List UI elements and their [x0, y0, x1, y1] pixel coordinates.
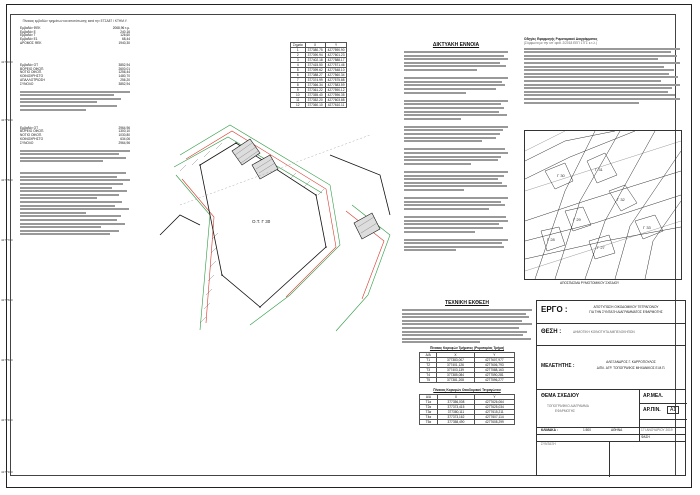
- table-row: ΝΟΤΙΟ ΟΙΚΟΠ. 1256,44: [20, 70, 130, 75]
- table-row: Τ5α 377358,490 4277608,299: [420, 419, 515, 424]
- margin-tick: 4277700: [1, 238, 13, 242]
- project-label: ΕΡΓΟ :: [541, 305, 568, 314]
- notes-subtitle: (Σύμφωνα με την υπ' αριθ. 2/2018 ΕΕΠ 17ΓΣ κ.τ.λ.): [524, 40, 597, 45]
- svg-text:Γ 30: Γ 30: [557, 173, 565, 178]
- table-row: ΝΟΤΙΟ ΟΙΚΟΠ. 1030,80: [20, 133, 130, 138]
- table-row: Εμβαδόν ΟΤ 2964,96: [20, 125, 130, 130]
- table-row: 4 377415.50 4277571.46: [291, 63, 347, 68]
- table-row: 7 377374.99 4277575.88: [291, 78, 347, 83]
- svg-text:Γ 28: Γ 28: [547, 237, 555, 242]
- signature-label: ΣΥΝΤΑΞΗ: [541, 442, 556, 446]
- drawing-subject-2: ΕΦΑΡΜΟΓΗΣ: [555, 409, 575, 413]
- svg-text:Γ 32: Γ 32: [617, 197, 625, 202]
- svg-text:Γ 31: Γ 31: [595, 167, 603, 172]
- phase-label: ΦΑΣΗ: [641, 435, 650, 439]
- svg-text:Γ 27: Γ 27: [597, 245, 605, 250]
- area-table-3: [20, 127, 130, 146]
- table-row: Εμβαδόν Ε 240,16: [20, 29, 130, 34]
- inset-map-caption: ΑΠΟΣΠΑΣΜΑ ΡΥΜΟΤΟΜΙΚΟΥ ΣΧΕΔΙΟΥ: [560, 281, 620, 285]
- table-row: 11 377352.20 4277603.88: [291, 98, 347, 103]
- vertex-table-1-title: Πίνακας Κορυφών Τμήματος (Ρυμοτομίας Τμήμα): [429, 346, 505, 351]
- survey-plan-drawing: [140, 95, 420, 335]
- study-number-label: ΑΡ.ΜΕΛ.: [643, 393, 663, 399]
- margin-tick: 4277600: [1, 298, 13, 302]
- application-notes: [524, 38, 680, 105]
- table-row: Τ5 377381,208 4277596,277: [420, 378, 515, 383]
- location-label: ΘΕΣΗ :: [541, 329, 562, 335]
- area-table-header: Πίνακας εμβαδών τμημάτων και αποτύπωσης κατά την ΕΓΣΑ87 / ΚΤΗΜ.Υ.: [22, 19, 128, 23]
- table-row: Εμβαδόν Τ 126,60: [20, 33, 130, 38]
- table-row: Τ1α 377356,008 4277626,064: [420, 399, 515, 404]
- sheet-number-value: Α1: [667, 406, 679, 414]
- table-row: 1 377380.75 4277590.90: [291, 48, 347, 53]
- project-text-2: ΓΙΑ ΤΗΝ ΣΥΝΤΑΞΗ ΔΙΑΓΡΑΜΜΑΤΟΣ ΕΦΑΡΜΟΓΗΣ: [589, 310, 663, 314]
- designer-label: ΜΕΛΕΤΗΤΗΣ :: [541, 363, 575, 369]
- column-header: Σημεία: [291, 43, 306, 48]
- inset-map-drawing: [525, 131, 681, 279]
- scale-label: ΚΛΙΜΑΚΑ :: [541, 428, 558, 432]
- table-row: Τ2 377401,126 4277606,793: [420, 363, 515, 368]
- vertex-table-2-title: Πίνακας Κορυφών Οικοδομικού Τετραγώνου: [433, 388, 501, 393]
- scale-value: 1:500: [583, 428, 591, 432]
- drawing-subject-1: ΤΟΠΟΓΡΑΦΙΚΟ ΔΙΑΓΡΑΜΜΑ: [547, 404, 589, 408]
- margin-tick: 4277300: [1, 470, 13, 474]
- notes-title: Οδηγίες Εφαρμογής Ρυμοτομικού Διαγράμματος: [524, 37, 598, 41]
- area-tables: [20, 20, 130, 237]
- table-row: Τ4α 377373,162 4277607,114: [420, 414, 515, 419]
- title-block: [536, 300, 686, 476]
- vertex-table-2: Α/Α Χ Υ Τ1α 377356,008 4277626,064 Τ2α 377373,415 4277625,034 Τ3α 377380,111 4277615,211 Τ4α 377373,162 4277607,114 Τ5α 377358,490 4277608,299: [419, 394, 515, 425]
- table-row: Εμβαδόν ΟΤ 3852,94: [20, 62, 130, 67]
- margin-tick: 4277400: [1, 418, 13, 422]
- designer-name: ΑΛΕΞΑΝΔΡΟΣ Γ. ΚΑΡΡΟΠΟΥΛΟΣ: [606, 360, 656, 364]
- table-row: 5 377399.62 4277548.10: [291, 68, 347, 73]
- project-text-1: ΑΠΟΤΥΠΩΣΗ ΟΙΚΟΔΟΜΙΚΟΥ ΤΕΤΡΑΓΩΝΟΥ: [593, 305, 659, 309]
- column-header: Y: [325, 43, 347, 48]
- table-row: Τ4 377385,084 4277590,281: [420, 373, 515, 378]
- area-table-1: [20, 27, 130, 46]
- table-row: 9 377361.22 4277590.12: [291, 88, 347, 93]
- margin-tick: 4278000: [1, 60, 13, 64]
- table-row: 6 377388.27 4277560.34: [291, 73, 347, 78]
- designer-title: ΔΙΠΛ. ΑΓΡ. ΤΟΠΟΓΡΑΦΟΣ ΜΗΧΑΝΙΚΟΣ Ε.Μ.Π.: [596, 366, 666, 370]
- table-row: ΒΟΡΕΙΟ ΟΙΚΟΠ. 1300,10: [20, 129, 130, 134]
- table-row: 10 377355.40 4277596.35: [291, 93, 347, 98]
- inset-zoning-map: [524, 130, 682, 280]
- table-row: ΚΟΙΝΟΧΡΗΣΤΟ 1480,70: [20, 74, 130, 79]
- table-row: ΒΟΡΕΙΟ ΟΙΚΟΠ. 2600,01: [20, 66, 130, 71]
- location-value: ΔΗΜΟΤΙΚΗ ΚΟΙΝΟΤΗΤΑ ΑΜΠΕΛΟΚΗΠΩΝ: [573, 330, 635, 334]
- table-row: 8 377366.34 4277583.59: [291, 83, 347, 88]
- place-label: ΑΘΗΝΑ: [611, 428, 623, 432]
- table-row: ΣΥΝΟΛΟ 3852,94: [20, 81, 130, 86]
- table-row: Τ1 377383,007 4277607,977: [420, 358, 515, 363]
- block-label: Ο.Τ. Γ 30: [252, 219, 271, 224]
- table-row: ΑΠΑΛΛΟΤΡΙΩΣΗ 256,20: [20, 77, 130, 82]
- table-row: ΣΥΝΟΛΟ 2964,96: [20, 140, 130, 145]
- table-row: 2 377390.94 4277601.23: [291, 53, 347, 58]
- description-title: ΔΙΚΤΥΑΚΗ ΕΝΝΟΙΑ: [432, 42, 480, 48]
- vertex-table-1: Α/Α Χ Υ Τ1 377383,007 4277607,977 Τ2 377401,126 4277606,793 Τ3 377403,139 4277588,163 Τ4 377385,084 4277590,281 Τ5 377381,208 4277596,277: [419, 352, 515, 383]
- svg-text:Γ 29: Γ 29: [573, 217, 581, 222]
- svg-text:Γ 33: Γ 33: [643, 225, 651, 230]
- margin-tick: 4277900: [1, 118, 13, 122]
- table-row: ΚΟΙΝΟΧΡΗΣΤΟ 634,06: [20, 136, 130, 141]
- drawing-subject-label: ΘΕΜΑ ΣΧΕΔΙΟΥ: [541, 393, 580, 399]
- survey-plan: [140, 95, 420, 335]
- table-row: Εμβαδόν Ε1 68,44: [20, 37, 130, 42]
- table-row: Τ2α 377373,415 4277625,034: [420, 404, 515, 409]
- sheet-number-label: ΑΡ.ΠΙΝ.: [643, 407, 661, 413]
- table-row: ΔΡΟΜΟΣ ΦΕΚ 1940,30: [20, 40, 130, 45]
- table-row: Εμβαδόν ΦΕΚ 2068,96 τ.μ.: [20, 25, 130, 30]
- table-row: 12 377360.10 4277610.11: [291, 103, 347, 108]
- date-value: 17 ΙΑΝΟΥΑΡΙΟΥ 2019: [641, 428, 673, 432]
- technical-report: [402, 300, 532, 425]
- table-row: 3 377402.18 4277588.17: [291, 58, 347, 63]
- area-table-2: [20, 64, 130, 87]
- margin-tick: 4277500: [1, 358, 13, 362]
- column-header: X: [305, 43, 325, 48]
- table-row: Τ3 377403,139 4277588,163: [420, 368, 515, 373]
- margin-tick: 4277800: [1, 178, 13, 182]
- table-row: Τ3α 377380,111 4277615,211: [420, 409, 515, 414]
- technical-report-title: ΤΕΧΝΙΚΗ ΕΚΘΕΣΗ: [445, 300, 489, 306]
